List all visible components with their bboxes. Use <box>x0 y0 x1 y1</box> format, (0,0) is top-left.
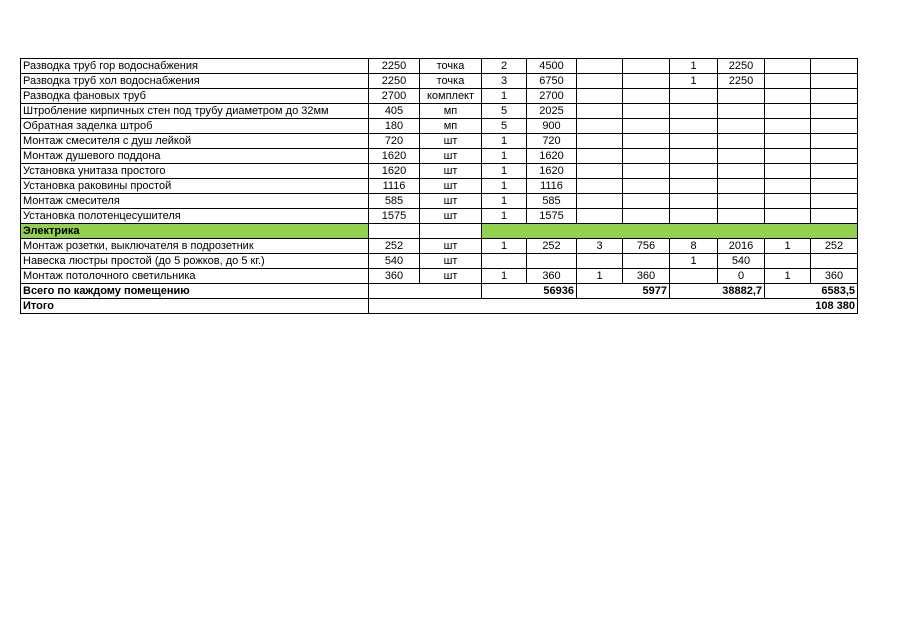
value-cell: 1620 <box>527 164 577 179</box>
value-cell: шт <box>420 179 482 194</box>
value-cell: 3 <box>482 74 527 89</box>
value-cell <box>623 134 670 149</box>
value-cell: 2700 <box>369 89 420 104</box>
value-cell <box>718 149 765 164</box>
value-cell <box>670 149 718 164</box>
value-cell: 2250 <box>369 74 420 89</box>
value-cell <box>765 104 811 119</box>
value-cell <box>623 89 670 104</box>
value-cell: мп <box>420 104 482 119</box>
value-cell: шт <box>420 194 482 209</box>
item-name-cell: Установка унитаза простого <box>21 164 369 179</box>
value-cell: 1116 <box>369 179 420 194</box>
table-row <box>21 149 858 164</box>
value-cell <box>811 119 858 134</box>
value-cell: шт <box>420 269 482 284</box>
item-name-cell: Разводка труб хол водоснабжения <box>21 74 369 89</box>
section-blank-cell <box>420 224 482 239</box>
value-cell: 1 <box>482 89 527 104</box>
value-cell <box>623 254 670 269</box>
value-cell <box>718 209 765 224</box>
value-cell: точка <box>420 59 482 74</box>
totals-label: Всего по каждому помещению <box>21 284 369 299</box>
value-cell <box>811 104 858 119</box>
table-row <box>21 179 858 194</box>
value-cell: 1 <box>670 254 718 269</box>
value-cell <box>718 164 765 179</box>
table-row <box>21 239 858 254</box>
table-row <box>21 89 858 104</box>
value-cell <box>670 104 718 119</box>
value-cell: 5 <box>482 119 527 134</box>
value-cell <box>623 179 670 194</box>
value-cell: 1 <box>765 239 811 254</box>
value-cell: 360 <box>623 269 670 284</box>
value-cell: шт <box>420 209 482 224</box>
value-cell: 1 <box>482 149 527 164</box>
value-cell: 720 <box>369 134 420 149</box>
value-cell <box>765 74 811 89</box>
value-cell: 1 <box>482 269 527 284</box>
value-cell: 2025 <box>527 104 577 119</box>
value-cell: 1 <box>482 164 527 179</box>
value-cell <box>765 179 811 194</box>
value-cell <box>670 164 718 179</box>
value-cell: 4500 <box>527 59 577 74</box>
value-cell <box>623 74 670 89</box>
table-row <box>21 269 858 284</box>
item-name-cell: Монтаж потолочного светильника <box>21 269 369 284</box>
value-cell: 360 <box>527 269 577 284</box>
value-cell: 720 <box>527 134 577 149</box>
value-cell <box>623 119 670 134</box>
table-row <box>21 74 858 89</box>
value-cell <box>718 89 765 104</box>
value-cell <box>765 149 811 164</box>
value-cell <box>765 89 811 104</box>
item-name-cell: Установка полотенцесушителя <box>21 209 369 224</box>
value-cell: 900 <box>527 119 577 134</box>
value-cell <box>623 209 670 224</box>
value-cell: точка <box>420 74 482 89</box>
value-cell <box>811 134 858 149</box>
value-cell <box>623 104 670 119</box>
value-cell: 2 <box>482 59 527 74</box>
value-cell: 1575 <box>527 209 577 224</box>
table-row <box>21 134 858 149</box>
value-cell <box>623 164 670 179</box>
value-cell <box>765 59 811 74</box>
value-cell: 252 <box>811 239 858 254</box>
value-cell <box>718 194 765 209</box>
totals-blank-cell <box>369 284 482 299</box>
grand-total-label: Итого <box>21 299 369 314</box>
value-cell <box>670 119 718 134</box>
item-name-cell: Обратная заделка штроб <box>21 119 369 134</box>
item-name-cell: Монтаж душевого поддона <box>21 149 369 164</box>
value-cell: шт <box>420 149 482 164</box>
value-cell <box>623 149 670 164</box>
value-cell: 1116 <box>527 179 577 194</box>
value-cell: 360 <box>811 269 858 284</box>
value-cell <box>765 164 811 179</box>
value-cell: 180 <box>369 119 420 134</box>
value-cell: 1620 <box>369 164 420 179</box>
value-cell <box>765 254 811 269</box>
value-cell: мп <box>420 119 482 134</box>
value-cell: 6750 <box>527 74 577 89</box>
value-cell <box>765 134 811 149</box>
value-cell <box>527 254 577 269</box>
table-row <box>21 209 858 224</box>
table-row <box>21 59 858 74</box>
value-cell <box>670 89 718 104</box>
value-cell: 2250 <box>718 74 765 89</box>
totals-room-3: 38882,7 <box>670 284 765 299</box>
totals-room-4: 6583,5 <box>765 284 858 299</box>
value-cell: 1620 <box>527 149 577 164</box>
grand-total-row <box>21 299 858 314</box>
value-cell: 360 <box>369 269 420 284</box>
value-cell: 3 <box>577 239 623 254</box>
value-cell <box>811 194 858 209</box>
value-cell: комплект <box>420 89 482 104</box>
value-cell <box>670 179 718 194</box>
value-cell: 1 <box>482 239 527 254</box>
value-cell: 1 <box>482 209 527 224</box>
value-cell <box>811 164 858 179</box>
item-name-cell: Разводка фановых труб <box>21 89 369 104</box>
value-cell <box>577 194 623 209</box>
value-cell <box>811 89 858 104</box>
item-name-cell: Установка раковины простой <box>21 179 369 194</box>
value-cell: 540 <box>369 254 420 269</box>
value-cell: 5 <box>482 104 527 119</box>
value-cell <box>577 89 623 104</box>
value-cell: 1 <box>765 269 811 284</box>
item-name-cell: Штробление кирпичных стен под трубу диаметром до 32мм <box>21 104 369 119</box>
value-cell: шт <box>420 254 482 269</box>
value-cell: 1 <box>577 269 623 284</box>
value-cell <box>765 194 811 209</box>
value-cell: шт <box>420 134 482 149</box>
value-cell: 1 <box>670 74 718 89</box>
totals-room-1: 56936 <box>482 284 577 299</box>
value-cell <box>577 119 623 134</box>
value-cell: 1 <box>670 59 718 74</box>
value-cell <box>577 179 623 194</box>
value-cell: 2016 <box>718 239 765 254</box>
value-cell: 2250 <box>718 59 765 74</box>
value-cell: 1 <box>482 194 527 209</box>
table-row <box>21 194 858 209</box>
value-cell <box>811 209 858 224</box>
value-cell: 1620 <box>369 149 420 164</box>
item-name-cell: Монтаж розетки, выключателя в подрозетник <box>21 239 369 254</box>
table-row <box>21 254 858 269</box>
value-cell <box>718 119 765 134</box>
value-cell: 0 <box>718 269 765 284</box>
value-cell <box>811 59 858 74</box>
value-cell: 540 <box>718 254 765 269</box>
value-cell <box>482 254 527 269</box>
value-cell <box>811 74 858 89</box>
value-cell: 1 <box>482 134 527 149</box>
value-cell: шт <box>420 239 482 254</box>
section-title: Электрика <box>21 224 369 239</box>
value-cell <box>577 254 623 269</box>
value-cell: 2700 <box>527 89 577 104</box>
value-cell: шт <box>420 164 482 179</box>
section-row-electrics <box>21 224 858 239</box>
value-cell <box>577 134 623 149</box>
item-name-cell: Навеска люстры простой (до 5 рожков, до 5 кг.) <box>21 254 369 269</box>
value-cell <box>577 164 623 179</box>
value-cell <box>765 209 811 224</box>
value-cell: 756 <box>623 239 670 254</box>
table-row <box>21 119 858 134</box>
value-cell <box>718 134 765 149</box>
estimate-table <box>20 58 858 314</box>
value-cell <box>811 179 858 194</box>
value-cell: 585 <box>527 194 577 209</box>
value-cell <box>811 254 858 269</box>
value-cell: 585 <box>369 194 420 209</box>
item-name-cell: Монтаж смесителя <box>21 194 369 209</box>
value-cell <box>623 194 670 209</box>
value-cell: 252 <box>527 239 577 254</box>
value-cell <box>670 209 718 224</box>
value-cell <box>623 59 670 74</box>
value-cell: 1575 <box>369 209 420 224</box>
totals-row <box>21 284 858 299</box>
value-cell: 2250 <box>369 59 420 74</box>
value-cell <box>718 104 765 119</box>
value-cell <box>577 149 623 164</box>
table-row <box>21 104 858 119</box>
section-blank-cell <box>369 224 420 239</box>
value-cell <box>670 194 718 209</box>
value-cell <box>811 149 858 164</box>
value-cell <box>670 269 718 284</box>
table-row <box>21 164 858 179</box>
section-fill-cell <box>482 224 858 239</box>
value-cell <box>577 74 623 89</box>
value-cell: 1 <box>482 179 527 194</box>
value-cell: 8 <box>670 239 718 254</box>
value-cell <box>577 209 623 224</box>
value-cell: 252 <box>369 239 420 254</box>
item-name-cell: Разводка труб гор водоснабжения <box>21 59 369 74</box>
value-cell <box>577 104 623 119</box>
totals-room-2: 5977 <box>577 284 670 299</box>
value-cell <box>765 119 811 134</box>
grand-total-value: 108 380 <box>369 299 858 314</box>
value-cell: 405 <box>369 104 420 119</box>
value-cell <box>718 179 765 194</box>
item-name-cell: Монтаж смесителя с душ лейкой <box>21 134 369 149</box>
value-cell <box>577 59 623 74</box>
value-cell <box>670 134 718 149</box>
